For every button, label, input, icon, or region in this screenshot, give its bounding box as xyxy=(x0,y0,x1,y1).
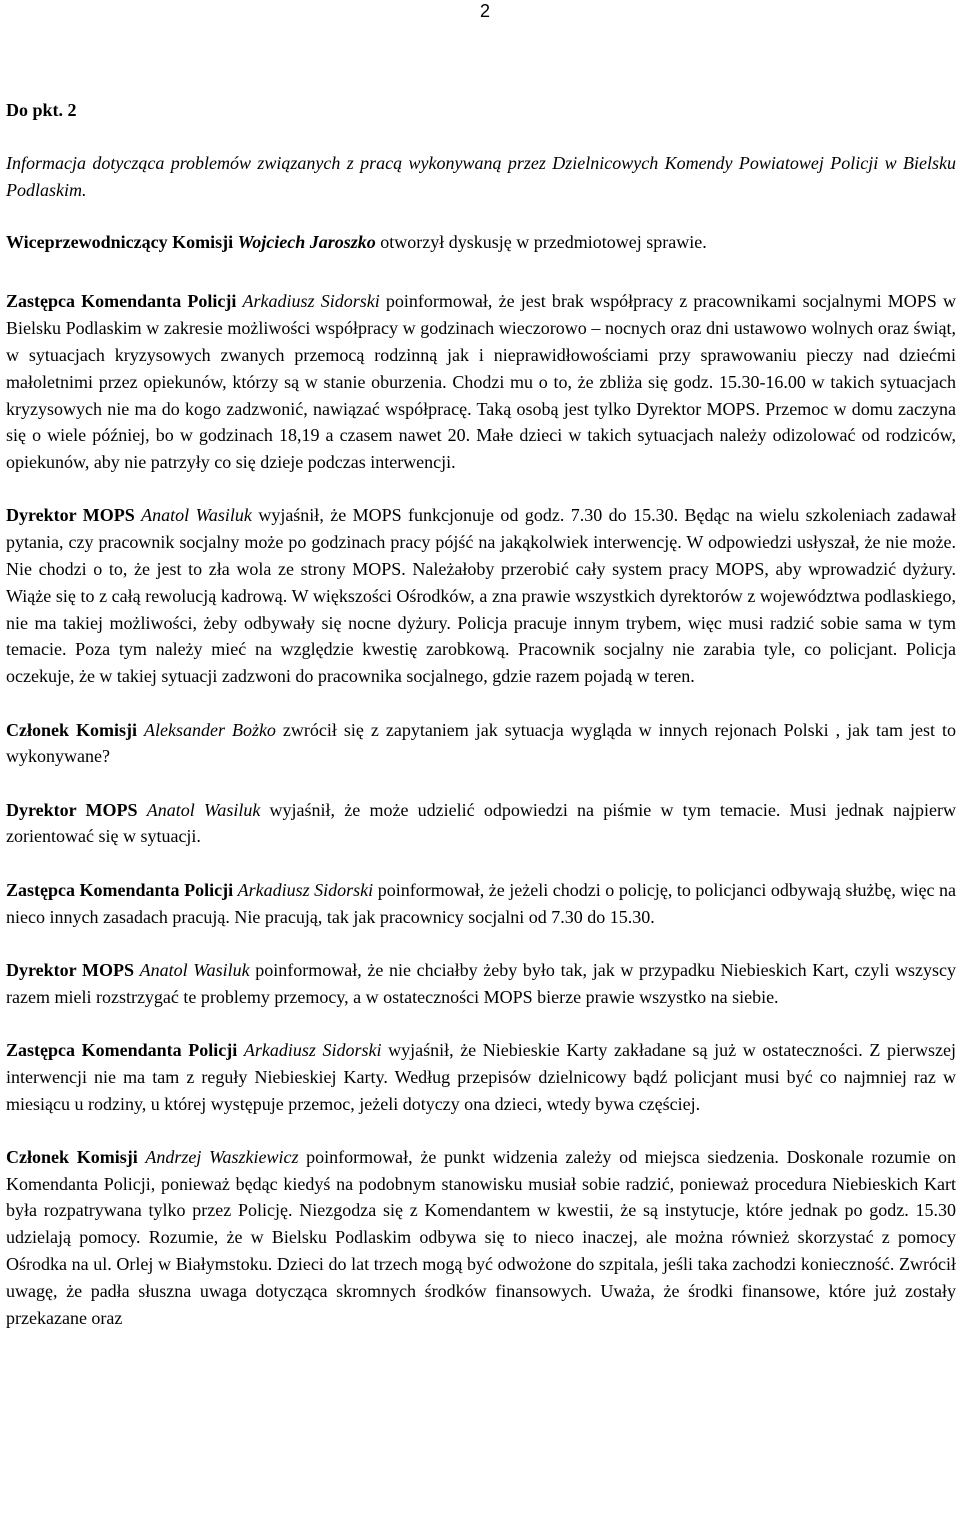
paragraph-5 xyxy=(6,877,956,931)
speaker-role: Zastępca Komendanta Policji xyxy=(6,291,237,312)
document-body xyxy=(6,97,956,1331)
speaker-name: Arkadiusz Sidorski xyxy=(237,879,374,900)
paragraph-7 xyxy=(6,1037,956,1117)
paragraph-text: otworzył dyskusję w przedmiotowej sprawie. xyxy=(375,231,707,252)
paragraph-text: poinformował, że punkt widzenia zależy od miejsca siedzenia. Doskonale rozumie on Komendanta Policji, ponieważ będąc kiedyś na podobnym stanowisku musiał sobie radzić, ponieważ procedura Niebieskich Kart była rozpatrywana tylko przez Policję. Niezgodza się z Komendantem w kwestii, że są instytucje, które jednak po godz. 15.30 udzielają pomocy. Rozumie, że w Bielsku Podlaskim odbywa się to nieco inaczej, ale można również skorzystać z pomocy Ośrodka na ul. Orlej w Białymstoku. Dzieci do lat trzech mogą być odwożone do szpitala, jeśli taka zachodzi konieczność. Zwrócił uwagę, że padła słuszna uwaga dotycząca skromnych środków finansowych. Uważa, że środki finansowe, które już zostały przekazane oraz xyxy=(6,1146,957,1328)
page-number: 2 xyxy=(479,1,490,21)
speaker-name: Anatol Wasiluk xyxy=(141,505,252,526)
paragraph-4 xyxy=(6,797,956,851)
paragraph-text: poinformował, że jeżeli chodzi o policję, to policjanci odbywają służbę, więc na nieco innych zasadach pracują. Nie pracują, tak jak pracownicy socjalni od 7.30 do 15.30. xyxy=(6,879,956,927)
paragraph-text: poinformował, że jest brak współpracy z pracownikami socjalnymi MOPS w Bielsku Podlaskim w zakresie możliwości współpracy w godzinach wieczorowo – nocnych oraz dni ustawowo wolnych oraz świąt, w sytuacjach kryzysowych zwanych przemocą rodzinną jak i nieprawidłowościami przy sprawowaniu pieczy nad dziećmi małoletnimi przez opiekunów, którzy są w stanie oburzenia. Chodzi mu o to, że zbliża się godz. 15.30-16.00 w takich sytuacjach kryzysowych nie ma do kogo zadzwonić, nawiązać współpracę. Taką osobą jest tylko Dyrektor MOPS. Przemoc w domu zaczyna się o wiele później, bo w godzinach 18,19 a czasem nawet 20. Małe dzieci w takich sytuacjach należy odizolować od rodziców, opiekunów, aby nie patrzyły co się dzieje podczas interwencji. xyxy=(6,291,956,473)
speaker-role: Dyrektor MOPS xyxy=(6,959,134,980)
paragraph-2 xyxy=(6,502,956,690)
speaker-name: Wojciech Jaroszko xyxy=(237,231,376,252)
section-heading: Do pkt. 2 xyxy=(6,100,77,120)
paragraph-text: wyjaśnił, że może udzielić odpowiedzi na piśmie w tym temacie. Musi jednak najpierw zorientować się w sytuacji. xyxy=(6,799,956,847)
speaker-role: Wiceprzewodniczący Komisji xyxy=(6,231,234,252)
speaker-role: Dyrektor MOPS xyxy=(6,799,138,820)
speaker-name: Arkadiusz Sidorski xyxy=(243,1039,382,1060)
speaker-role: Zastępca Komendanta Policji xyxy=(6,879,234,900)
speaker-role: Zastępca Komendanta Policji xyxy=(6,1039,238,1060)
speaker-name: Aleksander Bożko xyxy=(143,719,276,740)
speaker-role: Dyrektor MOPS xyxy=(6,505,135,526)
speaker-role: Członek Komisji xyxy=(6,719,137,740)
speaker-name: Arkadiusz Sidorski xyxy=(242,291,380,312)
paragraph-6 xyxy=(6,957,956,1011)
speaker-name: Andrzej Waszkiewicz xyxy=(145,1146,299,1167)
section-subject: Informacja dotycząca problemów związanych z pracą wykonywaną przez Dzielnicowych Komendy Powiatowej Policji w Bielsku Podlaskim. xyxy=(6,153,956,200)
paragraph-0 xyxy=(6,229,956,256)
paragraph-text: poinformował, że nie chciałby żeby było tak, jak w przypadku Niebieskich Kart, czyli wszyscy razem mieli rozstrzygać te problemy przemocy, a w ostateczności MOPS bierze prawie wszystko na siebie. xyxy=(6,959,956,1007)
paragraph-3 xyxy=(6,717,956,771)
paragraph-text: zwrócił się z zapytaniem jak sytuacja wygląda w innych rejonach Polski , jak tam jest to wykonywane? xyxy=(6,719,957,767)
speaker-name: Anatol Wasiluk xyxy=(139,959,250,980)
speaker-role: Członek Komisji xyxy=(6,1146,138,1167)
paragraph-1 xyxy=(6,288,956,476)
speaker-name: Anatol Wasiluk xyxy=(146,799,261,820)
paragraph-text: wyjaśnił, że MOPS funkcjonuje od godz. 7.30 do 15.30. Będąc na wielu szkoleniach zadawał pytania, czy pracownik socjalny może po godzinach pracy pójść na jakąkolwiek interwencję. W odpowiedzi usłyszał, że nie może. Nie chodzi o to, że jest to zła wola ze strony MOPS. Należałoby przerobić cały system pracy MOPS, aby wprowadzić dyżury. Wiąże się to z całą rewolucją kadrową. W większości Ośrodków, a zna prawie wszystkich dyrektorów z województwa podlaskiego, nie ma takiej możliwości, żeby odbywały się nocne dyżury. Policja pracuje innym trybem, więc musi radzić sobie sama w tym temacie. Poza tym należy mieć na względzie kwestię zarobkową. Pracownik socjalny nie zarabia tyle, co policjant. Policja oczekuje, że w takiej sytuacji zadzwoni do pracownika socjalnego, gdzie razem pojadą w teren. xyxy=(6,505,956,687)
paragraph-8 xyxy=(6,1144,956,1332)
paragraph-text: wyjaśnił, że Niebieskie Karty zakładane są już w ostateczności. Z pierwszej interwencji nie ma tam z reguły Niebieskiej Karty. Według przepisów dzielnicowy bądź policjant musi być co najmniej raz w miesiącu u rodziny, u której występuje przemoc, jeżeli dotyczy ona dzieci, wtedy bywa częściej. xyxy=(6,1039,956,1114)
